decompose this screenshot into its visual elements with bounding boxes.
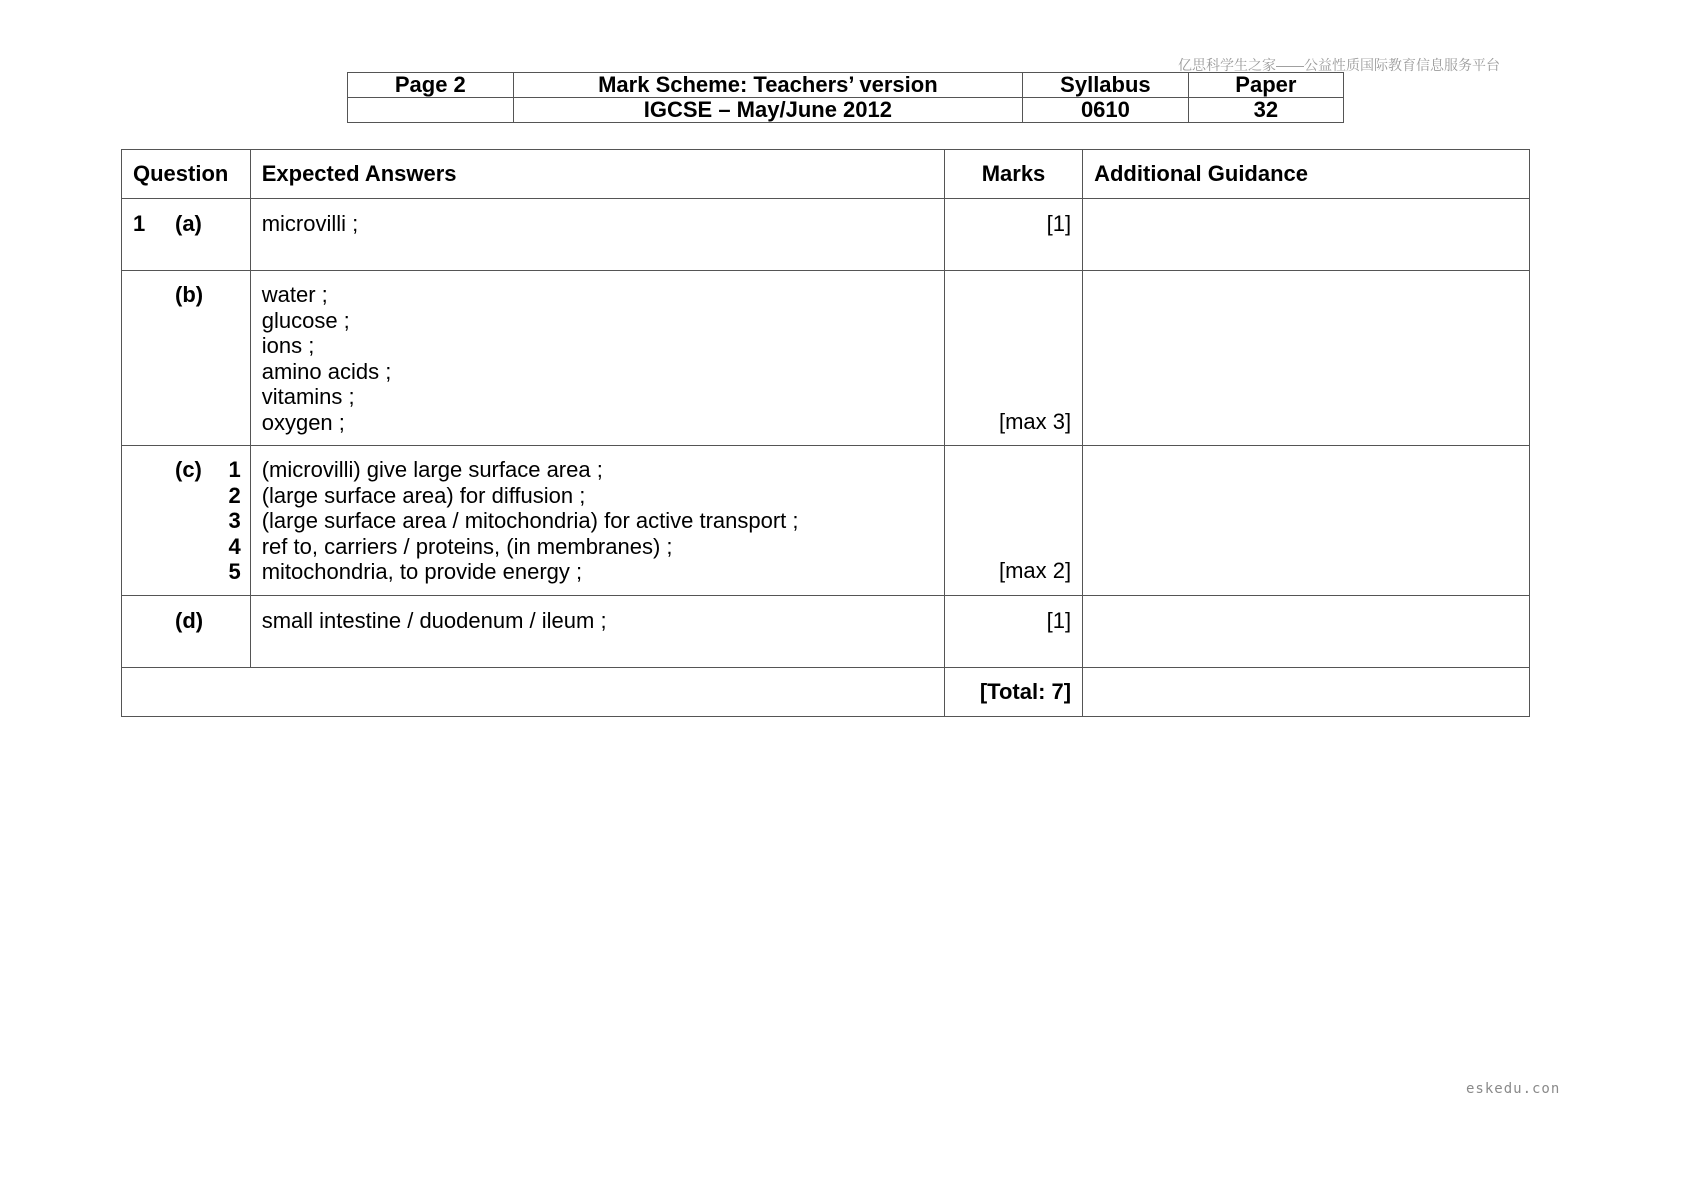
answers-cell: [250, 199, 944, 271]
marks-cell: [max 2]: [944, 446, 1082, 596]
question-cell: [122, 199, 251, 271]
answer-line: (large surface area / mitochondria) for active transport ;: [261, 508, 799, 533]
marking-point-number: 3: [228, 508, 241, 533]
answer-line: microvilli ;: [261, 211, 359, 236]
answer-line: amino acids ;: [261, 358, 392, 384]
answer-line: (large surface area) for diffusion ;: [261, 482, 586, 508]
watermark-bottom: eskedu.con: [1466, 1081, 1561, 1097]
marking-point-number: 1: [228, 457, 241, 482]
marking-point-numbers: [228, 457, 240, 585]
answer-line: mitochondria, to provide energy ;: [261, 559, 583, 584]
answer-line: water ;: [261, 282, 328, 307]
header-table: [347, 72, 1344, 123]
guidance-cell: [1083, 271, 1530, 446]
answers-cell: [250, 595, 944, 667]
total-marks: [Total: 7]: [944, 667, 1082, 716]
question-cell: [122, 446, 251, 596]
watermark-top: 亿思科学生之家——公益性质国际教育信息服务平台: [1178, 57, 1500, 73]
col-guidance-header: Additional Guidance: [1083, 150, 1530, 199]
exam-session: IGCSE – May/June 2012: [513, 98, 1022, 123]
question-cell: [122, 595, 251, 667]
marking-point-number: 4: [228, 533, 241, 559]
question-number: 1: [133, 211, 146, 236]
page-number: Page 2: [348, 73, 514, 98]
col-marks-header: Marks: [944, 150, 1082, 199]
header-empty-cell: [348, 98, 514, 123]
marks-cell: [1]: [944, 199, 1082, 271]
total-row: [122, 667, 1530, 716]
answers-cell: [250, 271, 944, 446]
answer-line: oxygen ;: [261, 409, 345, 435]
answer-line: small intestine / duodenum / ileum ;: [261, 607, 607, 633]
answer-line: ions ;: [261, 333, 315, 358]
question-part: (d): [175, 607, 204, 633]
answer-line: (microvilli) give large surface area ;: [261, 457, 603, 482]
table-header-row: [122, 150, 1530, 199]
answers-cell: [250, 446, 944, 596]
syllabus-label: Syllabus: [1023, 73, 1189, 98]
question-part: (a): [175, 211, 202, 236]
guidance-cell: [1083, 595, 1530, 667]
table-row: [122, 446, 1530, 596]
total-empty-cell: [122, 667, 945, 716]
question-part: (b): [175, 282, 204, 307]
guidance-cell: [1083, 446, 1530, 596]
col-answers-header: Expected Answers: [250, 150, 944, 199]
table-row: [122, 199, 1530, 271]
document-title: Mark Scheme: Teachers’ version: [513, 73, 1022, 98]
question-part: (c): [175, 457, 202, 482]
table-row: [122, 271, 1530, 446]
marks-cell: [max 3]: [944, 271, 1082, 446]
marks-cell: [1]: [944, 595, 1082, 667]
syllabus-code: 0610: [1023, 98, 1189, 123]
guidance-cell: [1083, 199, 1530, 271]
paper-label: Paper: [1188, 73, 1343, 98]
mark-scheme-table: [121, 149, 1530, 717]
guidance-cell: [1083, 667, 1530, 716]
marking-point-number: 2: [228, 482, 241, 508]
question-cell: [122, 271, 251, 446]
marking-point-number: 5: [228, 559, 241, 584]
answer-line: ref to, carriers / proteins, (in membranes) ;: [261, 533, 673, 559]
table-row: [122, 595, 1530, 667]
answer-line: vitamins ;: [261, 384, 355, 409]
answer-line: glucose ;: [261, 307, 350, 333]
paper-number: 32: [1188, 98, 1343, 123]
col-question-header: Question: [122, 150, 251, 199]
